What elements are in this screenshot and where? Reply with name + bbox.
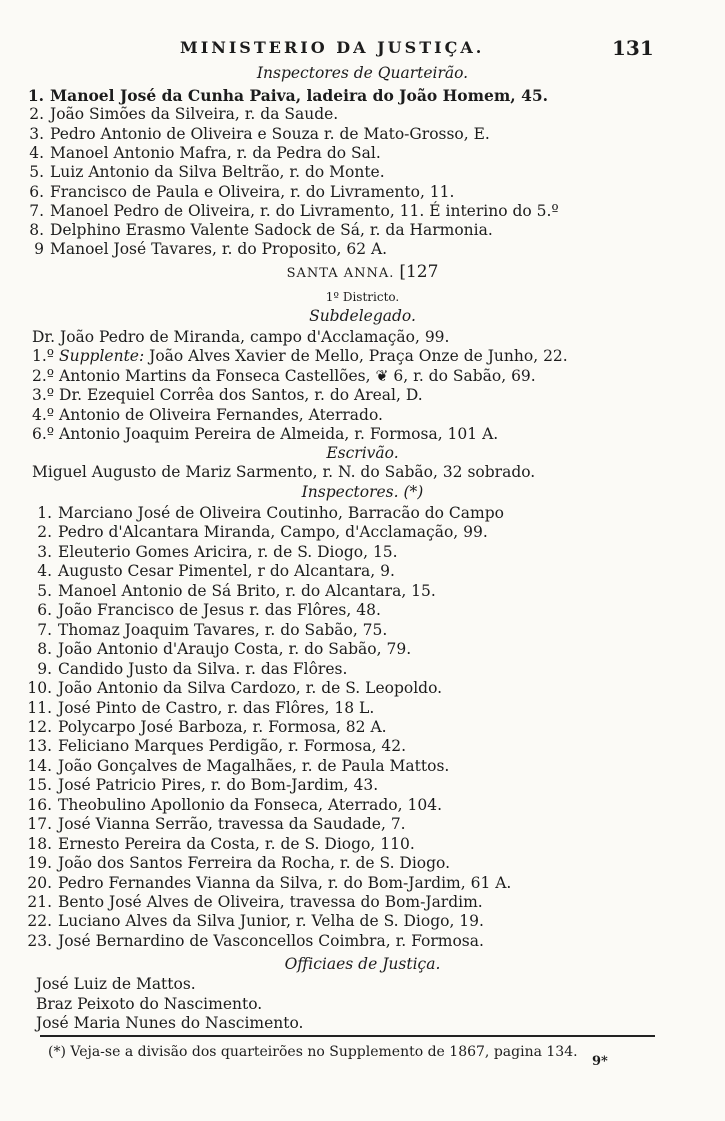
footnote-rule: [40, 1035, 655, 1037]
list-item: [16, 240, 387, 259]
table-row: [22, 699, 374, 718]
item-number: 2.: [29, 105, 44, 124]
table-row: [22, 796, 442, 815]
item-text: Francisco de Paula e Oliveira, r. do Livramento, 11.: [50, 182, 455, 201]
parish-heading: [0, 263, 725, 283]
item-number: 2.º: [32, 366, 55, 385]
section-heading-inspectors-quarteirao: Inspectores de Quarteirão.: [256, 64, 469, 82]
item-text: Pedro d'Alcantara Miranda, Campo, d'Acclamação, 99.: [58, 523, 488, 542]
item-number: 9.: [37, 659, 52, 678]
item-text: João dos Santos Ferreira da Rocha, r. de S. Diogo.: [58, 854, 451, 873]
subdelegado-entry: Dr. João Pedro de Miranda, campo d'Acclamação, 99.: [32, 328, 450, 346]
item-number: 1.º: [32, 347, 55, 365]
item-number: 16.: [27, 795, 52, 814]
item-number: 10.: [27, 679, 52, 698]
item-number: 2.: [37, 523, 52, 542]
item-number: 1.: [27, 86, 44, 105]
parish-count: [127: [399, 262, 439, 282]
table-row: [22, 601, 381, 620]
item-text: João Francisco de Jesus r. das Flôres, 48.: [58, 601, 381, 620]
item-text: Pedro Antonio de Oliveira e Souza r. de Mato-Grosso, E.: [50, 124, 490, 143]
table-row: [22, 640, 411, 659]
item-number: 9: [34, 240, 44, 259]
item-text: Ernesto Pereira da Costa, r. de S. Diogo, 110.: [58, 834, 415, 853]
table-row: [22, 718, 387, 737]
item-text: José Patricio Pires, r. do Bom-Jardim, 43.: [58, 776, 379, 795]
list-item: José Maria Nunes do Nascimento.: [36, 1014, 304, 1032]
item-text: Manoel José Tavares, r. do Proposito, 62 A.: [50, 240, 388, 259]
table-row: [22, 874, 511, 893]
table-row: [22, 737, 406, 756]
table-row: [22, 835, 415, 854]
item-number: 19.: [27, 854, 52, 873]
table-row: [22, 679, 442, 698]
table-row: [22, 757, 449, 776]
district-heading: 1º Districto.: [325, 290, 400, 304]
item-text: Manoel José da Cunha Paiva, ladeira do João Homem, 45.: [50, 86, 549, 105]
table-row: [22, 660, 347, 679]
page-number: 131: [612, 36, 654, 60]
item-text: Theobulino Apollonio da Fonseca, Aterrado, 104.: [58, 795, 442, 814]
item-number: 12.: [27, 717, 52, 736]
list-item: [16, 144, 381, 163]
item-text: João Simões da Silveira, r. da Saude.: [50, 105, 339, 124]
item-text: José Bernardino de Vasconcellos Coimbra, r. Formosa.: [58, 931, 484, 950]
inspectores-heading: Inspectores. (*): [301, 483, 424, 501]
item-number: 1.: [37, 504, 52, 522]
item-text: Bento José Alves de Oliveira, travessa do Bom-Jardim.: [58, 893, 483, 911]
item-text: Manoel Antonio de Sá Brito, r. do Alcantara, 15.: [58, 581, 436, 600]
table-row: [22, 815, 406, 834]
page-header: [0, 38, 725, 62]
signature-mark: 9*: [592, 1054, 608, 1069]
list-item: [32, 406, 383, 425]
item-number: 3.: [29, 124, 44, 143]
item-text: Dr. Ezequiel Corrêa dos Santos, r. do Areal, D.: [59, 386, 423, 404]
item-number: 6.: [37, 601, 52, 620]
table-row: [22, 543, 398, 562]
item-number: 21.: [27, 893, 52, 911]
table-row: [22, 893, 483, 912]
item-text: Feliciano Marques Perdigão, r. Formosa, 42.: [58, 737, 407, 756]
list-item: [16, 202, 559, 221]
item-text: João Antonio d'Araujo Costa, r. do Sabão, 79.: [58, 640, 412, 659]
item-number: 4.: [37, 562, 52, 581]
table-row: [22, 932, 484, 951]
item-number: 18.: [27, 834, 52, 853]
table-row: [22, 912, 484, 931]
item-text: José Pinto de Castro, r. das Flôres, 18 L.: [58, 698, 375, 717]
table-row: [22, 854, 450, 873]
footnote: (*) Veja-se a divisão dos quarteirões no Supplemento de 1867, pagina 134.: [48, 1044, 578, 1060]
item-text: José Vianna Serrão, travessa da Saudade, 7.: [58, 815, 406, 834]
list-item: [16, 163, 385, 182]
item-number: 3.º: [32, 386, 55, 404]
table-row: [22, 562, 395, 581]
item-text: Marciano José de Oliveira Coutinho, Barracão do Campo: [58, 504, 504, 522]
item-text: Pedro Fernandes Vianna da Silva, r. do Bom-Jardim, 61 A.: [58, 873, 512, 892]
list-item: [16, 221, 493, 240]
item-text: João Gonçalves de Magalhães, r. de Paula Mattos.: [58, 756, 450, 775]
item-text: Luciano Alves da Silva Junior, r. Velha de S. Diogo, 19.: [58, 912, 484, 931]
list-item: [16, 183, 454, 202]
item-number: 5.: [29, 163, 44, 182]
item-number: 17.: [27, 815, 52, 834]
list-item: Braz Peixoto do Nascimento.: [36, 994, 263, 1013]
item-number: 20.: [27, 873, 52, 892]
item-number: 5.: [37, 581, 52, 600]
list-item: [32, 347, 568, 366]
item-text: Antonio Martins da Fonseca Castellões, ❦ 6, r. do Sabão, 69.: [59, 366, 536, 385]
list-item: José Luiz de Mattos.: [36, 975, 196, 993]
item-number: 13.: [27, 737, 52, 756]
item-number: 4.º: [32, 405, 55, 424]
item-text: Delphino Erasmo Valente Sadock de Sá, r. da Harmonia.: [50, 221, 493, 240]
item-number: 15.: [27, 776, 52, 795]
item-number: 8.: [37, 640, 52, 659]
item-text: Luiz Antonio da Silva Beltrão, r. do Monte.: [50, 163, 385, 182]
item-text: Eleuterio Gomes Aricira, r. de S. Diogo, 15.: [58, 542, 398, 561]
table-row: [22, 504, 504, 523]
subdelegado-heading: Subdelegado.: [309, 307, 416, 325]
escrivao-heading: Escrivão.: [326, 444, 399, 462]
item-number: 6.º: [32, 425, 55, 443]
item-text: Candido Justo da Silva. r. das Flôres.: [58, 659, 348, 678]
table-row: [22, 523, 488, 542]
item-number: 8.: [29, 221, 44, 240]
item-number: 3.: [37, 542, 52, 561]
list-item: [32, 425, 498, 444]
item-number: 14.: [27, 756, 52, 775]
item-number: 7.: [29, 201, 44, 220]
item-text: Thomaz Joaquim Tavares, r. do Sabão, 75.: [58, 620, 388, 639]
item-number: 23.: [27, 931, 52, 950]
item-number: 22.: [27, 912, 52, 931]
item-text: João Antonio da Silva Cardozo, r. de S. Leopoldo.: [58, 679, 443, 698]
table-row: [22, 776, 378, 795]
item-lead: Supplente:: [59, 347, 145, 365]
item-text: João Alves Xavier de Mello, Praça Onze de Junho, 22.: [149, 347, 568, 365]
item-number: 7.: [37, 620, 52, 639]
list-item: [32, 386, 423, 405]
list-item: [32, 367, 536, 386]
list-item: [16, 105, 338, 124]
list-item: [16, 125, 490, 144]
item-text: Antonio Joaquim Pereira de Almeida, r. Formosa, 101 A.: [59, 425, 499, 443]
item-text: Augusto Cesar Pimentel, r do Alcantara, 9.: [58, 562, 395, 581]
list-item: [16, 86, 548, 105]
parish-name: SANTA ANNA.: [286, 266, 395, 281]
item-text: Antonio de Oliveira Fernandes, Aterrado.: [59, 405, 383, 424]
item-number: 4.: [29, 143, 44, 162]
table-row: [22, 582, 436, 601]
item-text: Polycarpo José Barboza, r. Formosa, 82 A.: [58, 717, 387, 736]
running-title: MINISTERIO DA JUSTIÇA.: [180, 38, 485, 57]
item-number: 6.: [29, 182, 44, 201]
item-number: 11.: [27, 698, 52, 717]
escrivao-entry: Miguel Augusto de Mariz Sarmento, r. N. do Sabão, 32 sobrado.: [32, 463, 536, 481]
item-text: Manoel Antonio Mafra, r. da Pedra do Sal.: [50, 143, 381, 162]
officiaes-heading: Officiaes de Justiça.: [284, 955, 441, 973]
item-text: Manoel Pedro de Oliveira, r. do Livramento, 11. É interino do 5.º: [50, 201, 559, 220]
table-row: [22, 621, 387, 640]
